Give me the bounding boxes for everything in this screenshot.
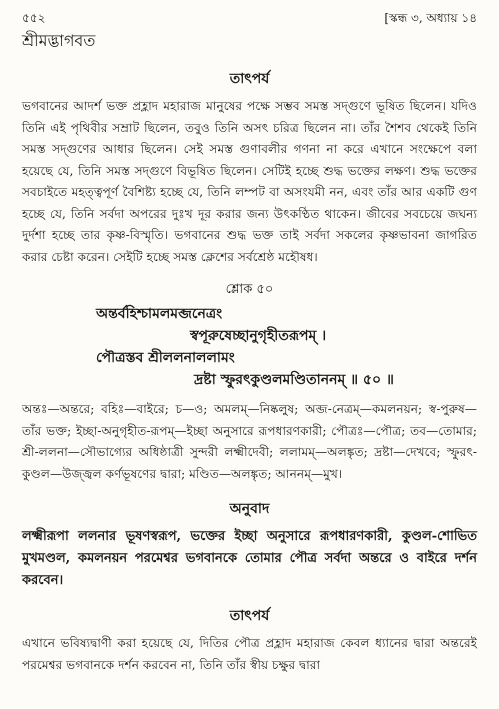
translation-text: লক্ষ্মীরূপা ললনার ভূষণস্বরূপ, ভক্তের ইচ্ছা অনুসারে রূপধারণকারী, কুণ্ডল-শোভিত মুখমণ্ডল, কমলনয়ন পরমেশ্বর ভগবানকে তোমার পৌত্র সর্বদা অন্তরে ও বাইরে দর্শন করবেন। (22, 529, 477, 588)
purport-heading: তাৎপর্য (229, 71, 270, 87)
synonyms-text: অন্তঃ—অন্তরে; বহিঃ—বাইরে; চ—ও; অমলম্—নিষ্কলুষ; অব্জ-নেত্রম্—কমলনয়ন; স্ব-পুরুষ—তাঁর ভক্ত; ইচ্ছা-অনুগৃহীত-রূপম্—ইচ্ছা অনুসারে রূপধারণকারী; পৌত্রঃ—পৌত্র; তব—তোমার; শ্রী-ললনা—সৌভাগ্যের অধিষ্ঠাত্রী সুন্দরী লক্ষ্মীদেবী; ললামম্—অলঙ্কৃত; দ্রষ্টা—দেখবে; স্ফুরৎ-কুণ্ডল—উজ্জ্বল কর্ণভূষণের দ্বারা; মণ্ডিত—অলঙ্কৃত; আননম্—মুখ। (22, 402, 477, 481)
sanskrit-verse (22, 303, 477, 391)
purport-heading-2: তাৎপর্য (229, 608, 270, 624)
verse-line-3: পৌত্রস্তব শ্রীললনাললামং (96, 350, 235, 366)
verse-line-4: দ্রষ্টা স্ফুরৎকুণ্ডলমণ্ডিতাননম্ ॥ ৫০ ॥ (194, 372, 394, 388)
verse-line-2: স্বপূরুষেচ্ছানুগৃহীতরূপম্ । (190, 328, 327, 344)
translation-heading: অনুবাদ (229, 501, 270, 517)
book-title: শ্রীমদ্ভাগবত (22, 31, 96, 50)
verse-label: শ্লোক ৫০ (225, 282, 274, 297)
page-header (22, 10, 477, 28)
purport-text-2: এখানে ভবিষ্যদ্বাণী করা হয়েছে যে, দিতির পৌত্র প্রহ্লাদ মহারাজ কেবল ধ্যানের দ্বারা অন্তরেই পরমেশ্বর ভগবানকে দর্শন করবেন না, তিনি তাঁর স্বীয় চক্ষুর দ্বারা (22, 636, 477, 672)
verse-line-1: অন্তর্বহিশ্চামলমব্জনেত্রং (96, 306, 223, 322)
section-reference: [স্কন্ধ ৩, অধ্যায় ১৪ (384, 11, 477, 25)
purport-text: ভগবানের আদর্শ ভক্ত প্রহ্লাদ মহারাজ মানুষের পক্ষে সম্ভব সমস্ত সদ্‌গুণে ভূষিত ছিলেন। যদিও তিনি এই পৃথিবীর সম্রাট ছিলেন, তবুও তিনি অসৎ চরিত্র ছিলেন না। তাঁর শৈশব থেকেই তিনি সমস্ত সদ্‌গুণের আধার ছিলেন। সেই সমস্ত গুণাবলীর গণনা না করে এখানে সংক্ষেপে বলা হয়েছে যে, তিনি সমস্ত সদ্‌গুণে বিভূষিত ছিলেন। সেটিই হচ্ছে শুদ্ধ ভক্তের লক্ষণ। শুদ্ধ ভক্তের সবচাইতে মহত্ত্বপূর্ণ বৈশিষ্ট্য হচ্ছে যে, তিনি লম্পট বা অসংযমী নন, এবং তাঁর আর একটি গুণ হচ্ছে যে, তিনি সর্বদা অপরের দুঃখ দূর করার জন্য উৎকণ্ঠিত থাকেন। জীবের সবচেয়ে জঘন্য দুর্দশা হচ্ছে তার কৃষ্ণ-বিস্মৃতি। ভগবানের শুদ্ধ ভক্ত তাই সর্বদা সকলের কৃষ্ণভাবনা জাগরিত করার চেষ্টা করেন। সেইটি হচ্ছে সমস্ত ক্লেশের সর্বশ্রেষ্ঠ মহৌষধ। (22, 99, 477, 264)
page-number: ৫৫২ (22, 11, 46, 25)
